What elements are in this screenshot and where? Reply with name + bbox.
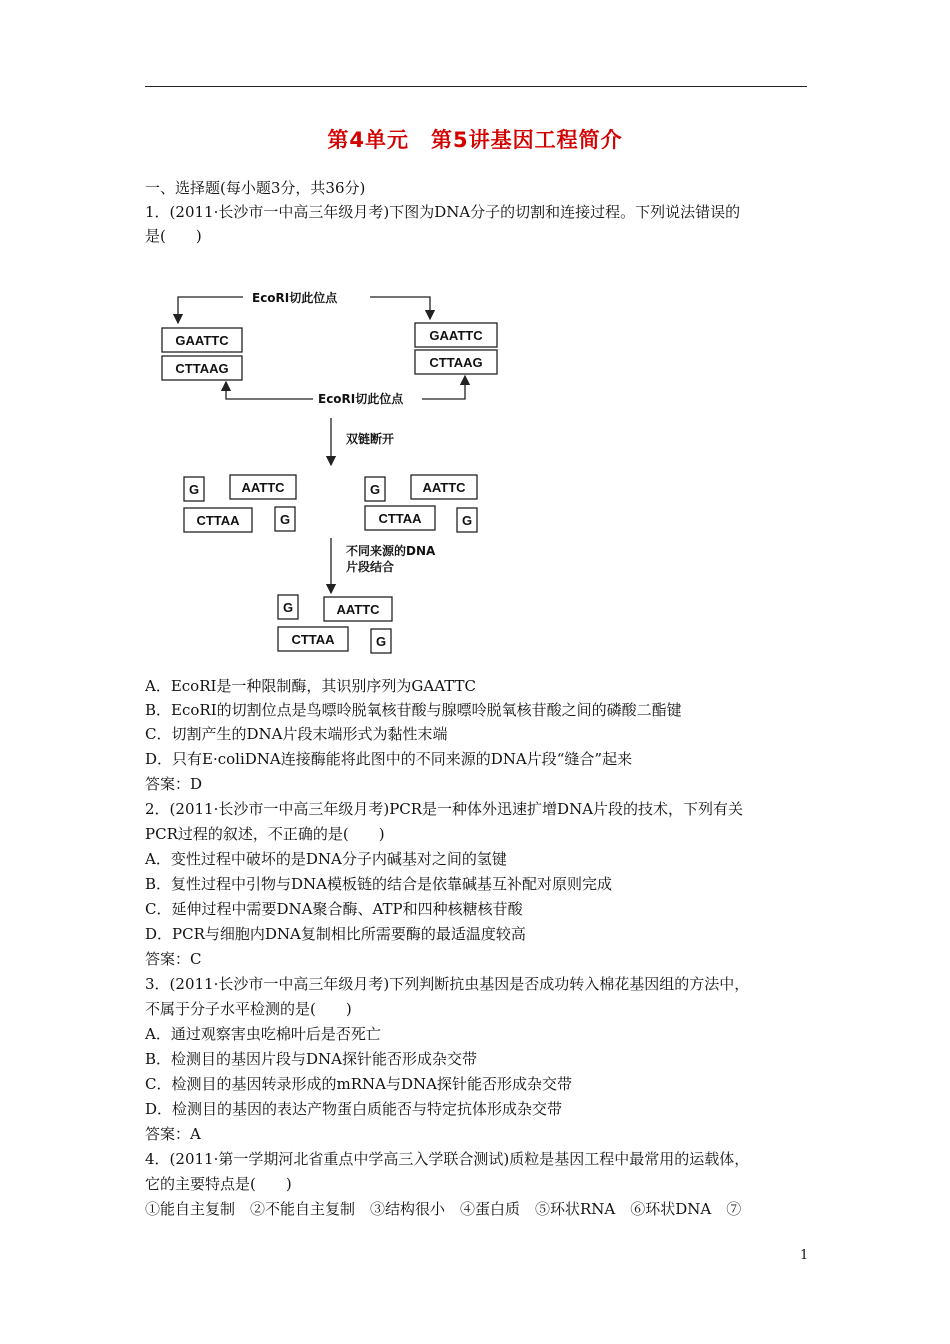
question-2-stem-cont: PCR过程的叙述，不正确的是( ) (145, 825, 385, 843)
left-seq-top: GAATTC (175, 333, 229, 348)
page-title: 第4单元 第5讲基因工程简介 (327, 128, 623, 152)
right-frag-cttaa-text: CTTAA (378, 511, 422, 526)
q1-option-c: C．切割产生的DNA片段末端形式为黏性末端 (145, 725, 448, 743)
left-seq-bottom: CTTAAG (175, 361, 229, 376)
q3-option-c: C．检测目的基因转录形成的mRNA与DNA探针能否形成杂交带 (145, 1075, 572, 1093)
q2-option-a: A．变性过程中破坏的是DNA分子内碱基对之间的氢键 (145, 850, 507, 868)
q1-answer: 答案：D (145, 775, 203, 793)
right-frag-aattc-text: AATTC (422, 480, 466, 495)
section-heading: 一、选择题(每小题3分，共36分) (145, 179, 366, 197)
result-frag-aattc-text: AATTC (336, 602, 380, 617)
right-seq-top: GAATTC (429, 328, 483, 343)
question-3-stem: 3．(2011·长沙市一中高三年级月考)下列判断抗虫基因是否成功转入棉花基因组的方法中， (145, 975, 750, 993)
question-2-stem: 2．(2011·长沙市一中高三年级月考)PCR是一种体外迅速扩增DNA片段的技术，下列有关 (145, 800, 744, 818)
question-1-stem-cont: 是( ) (145, 227, 202, 245)
question-4-stem: 4．(2011·第一学期河北省重点中学高三入学联合测试)质粒是基因工程中最常用的运载体， (145, 1150, 750, 1168)
step-2-label-line-1: 不同来源的DNA (346, 544, 436, 558)
result-frag-g-top-text: G (282, 600, 294, 615)
q2-option-d: D．PCR与细胞内DNA复制相比所需要酶的最适温度较高 (145, 925, 526, 943)
arrow-to-right-bottom-strand (422, 376, 465, 399)
left-frag-g-top-text: G (188, 482, 200, 497)
q2-answer: 答案：C (145, 950, 202, 968)
arrow-to-left-top-strand (178, 297, 243, 323)
q3-answer: 答案：A (145, 1125, 201, 1143)
question-4-stem-cont: 它的主要特点是( ) (145, 1175, 292, 1193)
arrow-to-left-bottom-strand (226, 382, 313, 399)
q1-option-d: D．只有E·coliDNA连接酶能将此图中的不同来源的DNA片段“缝合”起来 (145, 750, 633, 768)
step-1-label: 双链断开 (346, 432, 395, 446)
cut-site-label-bottom: EcoRⅠ切此位点 (318, 392, 404, 406)
header-rule (145, 86, 807, 87)
right-frag-g-bottom-text: G (461, 513, 473, 528)
result-frag-g-bottom-text: G (375, 634, 387, 649)
result-frag-cttaa-text: CTTAA (291, 632, 335, 647)
dna-cut-ligation-diagram (150, 275, 500, 660)
q1-option-a: A．EcoRⅠ是一种限制酶，其识别序列为GAATTC (145, 677, 477, 695)
q3-option-b: B．检测目的基因片段与DNA探针能否形成杂交带 (145, 1050, 478, 1068)
right-frag-g-top-text: G (369, 482, 381, 497)
question-1-stem: 1．(2011·长沙市一中高三年级月考)下图为DNA分子的切割和连接过程。下列说法错误的 (145, 203, 741, 221)
q4-options: ①能自主复制 ②不能自主复制 ③结构很小 ④蛋白质 ⑤环状RNA ⑥环状DNA ⑦ (145, 1200, 742, 1218)
left-frag-cttaa-text: CTTAA (196, 513, 240, 528)
left-frag-g-bottom-text: G (279, 512, 291, 527)
step-2-label-line-2: 片段结合 (346, 560, 395, 574)
q3-option-d: D．检测目的基因的表达产物蛋白质能否与特定抗体形成杂交带 (145, 1100, 563, 1118)
q3-option-a: A．通过观察害虫吃棉叶后是否死亡 (145, 1025, 381, 1043)
q2-option-b: B．复性过程中引物与DNA模板链的结合是依靠碱基互补配对原则完成 (145, 875, 613, 893)
page-number: 1 (800, 1248, 809, 1263)
question-3-stem-cont: 不属于分子水平检测的是( ) (145, 1000, 352, 1018)
q2-option-c: C．延伸过程中需要DNA聚合酶、ATP和四种核糖核苷酸 (145, 900, 523, 918)
right-seq-bottom: CTTAAG (429, 355, 483, 370)
q1-option-b: B．EcoRⅠ的切割位点是鸟嘌呤脱氧核苷酸与腺嘌呤脱氧核苷酸之间的磷酸二酯键 (145, 701, 682, 719)
left-frag-aattc-text: AATTC (241, 480, 285, 495)
arrow-to-right-top-strand (370, 297, 430, 319)
cut-site-label-top: EcoRⅠ切此位点 (252, 291, 338, 305)
